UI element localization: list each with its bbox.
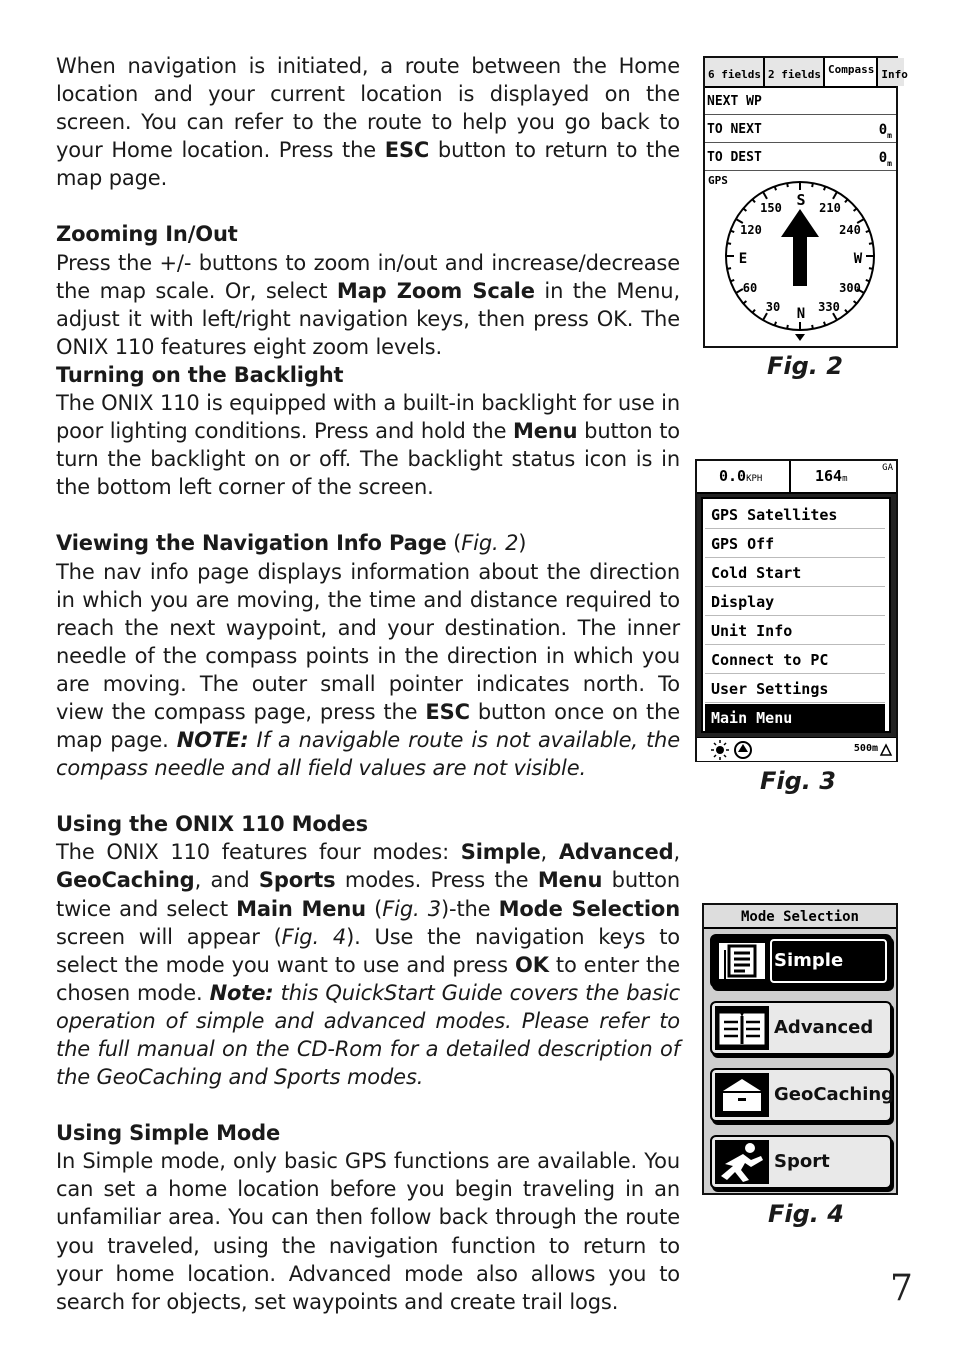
simple-heading: Using Simple Mode	[56, 1121, 281, 1146]
simple-document-icon	[715, 939, 769, 983]
page-number: 7	[890, 1268, 913, 1309]
tab-compass[interactable]: Compass	[825, 58, 878, 86]
mode-advanced-button[interactable]	[710, 1001, 892, 1055]
compass-tick	[763, 313, 767, 320]
map-scale: 500m	[853, 743, 878, 754]
mode-geocaching-button[interactable]	[710, 1068, 895, 1122]
compass-label-150: 150	[760, 201, 782, 215]
mode-sport-label: Sport	[774, 1151, 830, 1172]
heading-arrow-icon	[781, 209, 819, 286]
next-wp-row: NEXT WP	[705, 88, 896, 115]
mode-simple-label: Simple	[774, 950, 844, 971]
zoom-heading: Zooming In/Out	[56, 222, 238, 247]
modes-section: Using the ONIX 110 Modes The ONIX 110 features four modes: Simple, Advanced, GeoCaching, and Sports modes. Press the Menu button twice and select Main Menu (Fig. 3)-the Mode Selection screen will appear (Fig. 4). Use the navigation keys to select the mode you want to use and press OK to enter the chosen mode. Note: this QuickStart Guide covers the basic operation of simple and advanced modes. Please refer to the full manual on the CD-Rom for a detailed description of the GeoCaching and Sports modes.	[56, 812, 681, 1090]
compass-label-n: N	[796, 306, 806, 322]
compass-dial	[705, 171, 896, 346]
backlight-section: Turning on the Backlight The ONIX 110 is equipped with a built-in backlight for use in poor lighting conditions. Press and hold the Menu button to turn the backlight on or off. The backlight status icon is in the bottom left corner of the screen.	[56, 362, 680, 500]
zoom-section: Zooming In/Out Press the +/- buttons to zoom in/out and increase/decrease the map scale. Or, select Map Zoom Scale in the Menu, adjust it with left/right navigation keys, then press OK. The ONIX 110 features eight zoom levels.	[56, 222, 680, 359]
compass-label-s: S	[796, 191, 806, 209]
backlight-icon	[711, 738, 755, 760]
menu-item-main-menu[interactable]: Main Menu	[705, 704, 885, 732]
compass-label-300: 300	[839, 281, 861, 295]
simple-section: Using Simple Mode In Simple mode, only basic GPS functions are available. You can set a home location before you begin traveling in an unfamiliar area. You can then follow back through the route you traveled, using the navigation function to return to your home location. Advanced mode also allows you to search for objects, set waypoints and create trail logs.	[56, 1121, 680, 1314]
backlight-heading: Turning on the Backlight	[56, 362, 344, 387]
speed-readout: 0.0KPH	[719, 467, 763, 485]
main-menu-list	[701, 497, 891, 733]
sport-runner-icon	[715, 1140, 769, 1184]
bottom-status-bar	[697, 737, 896, 761]
fig2-caption: Fig. 2	[767, 352, 843, 380]
menu-item-connect-to-pc[interactable]: Connect to PC	[705, 646, 885, 674]
north-pointer-icon	[795, 334, 805, 341]
mode-sport-button[interactable]	[710, 1135, 892, 1189]
advanced-book-icon	[715, 1006, 769, 1050]
menu-item-cold-start[interactable]: Cold Start	[705, 559, 885, 587]
status-bar	[697, 461, 896, 494]
mode-advanced-label: Advanced	[774, 1017, 874, 1038]
fig3-caption: Fig. 3	[760, 767, 836, 795]
gps-label: GPS	[708, 174, 728, 187]
menu-item-user-settings[interactable]: User Settings	[705, 675, 885, 703]
mode-geocaching-label: GeoCaching	[774, 1084, 895, 1105]
fig2-nav-info-screen	[703, 56, 908, 348]
navinfo-heading: Viewing the Navigation Info Page (Fig. 2)	[56, 531, 527, 556]
menu-item-unit-info[interactable]: Unit Info	[705, 617, 885, 645]
modes-heading: Using the ONIX 110 Modes	[56, 812, 368, 837]
compass-label-330: 330	[818, 300, 840, 314]
compass-tick	[763, 192, 767, 199]
compass-label-60: 60	[742, 281, 758, 295]
to-dest-row: TO DEST $0_m$	[705, 144, 896, 171]
menu-item-display[interactable]: Display	[705, 588, 885, 616]
geocaching-chest-icon	[715, 1073, 769, 1117]
compass-label-240: 240	[839, 223, 861, 237]
compass-label-120: 120	[740, 223, 762, 237]
compass-label-30: 30	[765, 300, 781, 314]
compass-tick	[833, 192, 837, 199]
intro-paragraph: When navigation is initiated, a route between the Home location and your current location is displayed on the screen. You can refer to the route to help you go back to your Home location. Press the ESC button to return to the map page.	[56, 54, 680, 191]
tab-2-fields[interactable]: 2 fields	[765, 58, 825, 86]
fig4-mode-selection-screen	[702, 903, 898, 1195]
compass-label-e: E	[738, 251, 748, 267]
altitude-readout: 164m	[815, 467, 848, 485]
menu-item-gps-off[interactable]: GPS Off	[705, 530, 885, 558]
corner-indicator: GA	[882, 463, 893, 473]
fig4-caption: Fig. 4	[768, 1200, 844, 1228]
scale-arrow-icon	[880, 744, 892, 756]
mode-selection-title: Mode Selection	[704, 905, 896, 929]
body-text-column	[56, 52, 680, 1316]
mode-simple-button[interactable]	[710, 934, 892, 988]
navinfo-section: Viewing the Navigation Info Page (Fig. 2) The nav info page displays information about the direction in which you are moving, the time and distance required to reach the next waypoint, and your destination. The inner needle of the compass points in the direction in which you are moving. The outer small pointer indicates north. To view the compass page, press the ESC button once on the map page. NOTE: If a navigable route is not available, the compass needle and all field values are not visible.	[56, 531, 680, 781]
compass-label-w: W	[853, 251, 863, 267]
tab-info[interactable]: Info	[878, 58, 904, 86]
to-next-row: TO NEXT $0_m$	[705, 116, 896, 143]
compass-label-210: 210	[819, 201, 841, 215]
menu-item-gps-satellites[interactable]: GPS Satellites	[705, 501, 885, 529]
fig2-tab-bar	[705, 58, 908, 88]
compass-tick	[833, 313, 837, 320]
fig3-main-menu-screen	[695, 459, 898, 762]
tab-6-fields[interactable]: 6 fields	[705, 58, 765, 86]
